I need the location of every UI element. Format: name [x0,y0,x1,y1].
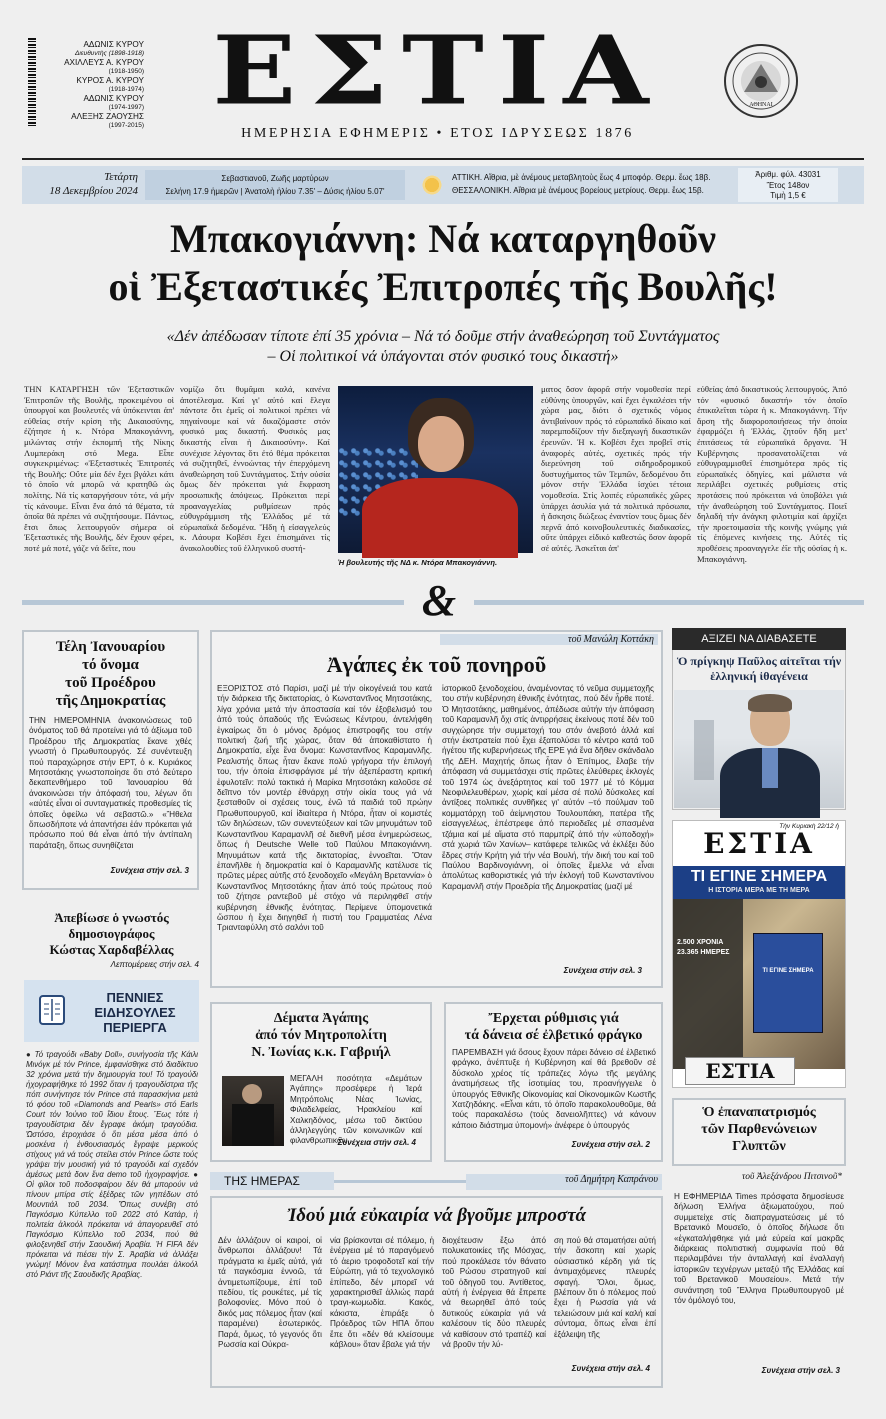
headline-line: τά δάνεια σέ ἐλβετικό φράγκο [464,1028,643,1043]
lead-col-2: νομίζω ὅτι θυμᾶμαι καλά, κανένα ἀποτέλεσμα. Καί γι' αὐτό καί ἔλεγα πάντοτε ὅτι ἐμεῖς οἱ πολιτικοί πρέπει νά πηγαίνουμε καί νά δικαζόμαστε στόν φυσικό μας δικαστή. Φυσικός μας δικαστής εἶναι ἡ Δικαιοσύνη». Καί συνέχισε λέγοντας ὅτι ἐτό θέμα πρόκειται νά συζητηθεῖ, ἐννοώντας τήν ἐπερχόμενη ἀναθεώρηση τοῦ Συντάγματος. Στήν οὐσία ὅμως δέν πρόκειται γιά ἔκφραση προσωπικῆς ἀπόψεως. Πρόκειται περί προαναγγελίας ρυθμίσεων πρός εὐθυγράμμιση τῆς Ἑλλάδος μέ τά εὐρωπαϊκά δεδομένα. Ἤδη ἡ εἰσαγγελεύς κ. Λάουρα Κοβέσι ἔχει ἐπισημάνει τίς ἀνακολουθίες τοῦ ἑλληνικοῦ συστή- [180,384,330,553]
weekday: Τετάρτη [104,171,138,183]
marbles-headline [676,1104,842,1155]
day-col-2: νία βρίσκονται σέ πόλεμο, ἡ ἐνέργεια μέ τό παραγόμενό τό ἀεριο τροφοδοτεῖ καί τήν Εὐρώπη, γιά τό τεχνολογικό ἐπίπεδο, δέν μπορεῖ νά χαρακτηρισθεῖ ἀλλιώς παρά τραγι-κωμωδία. Κακός, κάκιστα, ἐπιράξε ὁ Πρόεδρος τῶν ΗΠΑ ὅπου ἔπε ὅτι «δέν θά κλείσουμε κάβλου» ὅταν ἔβαλε γιά τήν [330,1236,434,1350]
continue-link[interactable]: Συνέχεια στήν σελ. 3 [563,966,642,975]
date-block [26,170,138,198]
headline-line: Γλυπτῶν [732,1139,786,1154]
photo-caption: Ἡ βουλευτής τῆς ΝΔ κ. Ντόρα Μπακογιάννη. [338,558,498,567]
kottakis-headline: Ἀγάπες ἐκ τοῦ πονηροῦ [326,652,547,677]
magazine-headline: ΤΙ ΕΓΙΝΕ ΣΗΜΕΡΑ [673,866,845,886]
bottom-brand: ΕΣΤΙΑ [685,1057,795,1085]
continue-link[interactable]: Συνέχεια στήν σελ. 3 [761,1366,840,1375]
saints: Σεβαστιανοῦ, Ζωῆς μαρτύρων [221,174,329,183]
day-headline: Ἰδού μιά εὐκαιρία νά βγοῦμε μπροστά [287,1205,586,1226]
magazine-subheadline: Η ΙΣΤΟΡΙΑ ΜΕΡΑ ΜΕ ΤΗ ΜΕΡΑ [673,886,845,899]
ampersand-ornament: & [421,576,457,625]
lead-headline-1: Μπακογιάννη: Νά καταργηθοῦν [170,216,716,261]
magazine-years: 2.500 ΧΡΟΝΙΑ [677,939,724,946]
gossip-title [76,990,194,1035]
seal-icon [724,44,798,118]
headline-line: ΠΕΝΝΙΕΣ [106,990,164,1005]
masthead-subtitle: ΗΜΕΡΗΣΙΑ ΕΦΗΜΕΡΙΣ • ΕΤΟΣ ΙΔΡΥΣΕΩΣ 1876 [241,126,634,141]
gossip-icon [32,990,72,1030]
founder: ΑΔΩΝΙΣ ΚΥΡΟΥ [83,94,144,103]
day-col-4: ση πού θά σταματήσει αὐτή τήν ἄσκοπη καί χωρίς οὐσιαστικό κέρδη γιά τίς ἀντιμαχόμενες πλευρές σφαγή. Ὅλοι, ὅμως, βλέπουν ὅτι ὁ πόλεμος πού ἔχει ἡ Ρωσσία γιά νά τελειώσουν μιά καί καλή καί σύντομα, ὅπως εἶναι ἐπί ἐξάλειψη τῆς [554,1236,656,1339]
day-byline: τοῦ Δημήτρη Καπράνου [466,1174,662,1190]
president-headline [28,638,193,710]
president-body: ΤΗΝ ΗΜΕΡΟΜΗΝΙΑ ἀνακοινώσεως τοῦ ὀνόματος τοῦ θά προτείνει γιά τό ἀξίωμα τοῦ Προέδρου τῆς Δημοκρατίας ἔκανε χθές γνωστή ὁ Πρωθυπουργός. Σέ συνέντευξη πού παραχώρησε στήν ΕΡΤ, ὁ κ. Κυριάκος Μητσοτάκης γνωστοποίησε ὅτι στό δεύτερο δεκαπενθήμερο τοῦ Ἰανουαρίου θά ἀνακοινώσει τήν ἀπόφασή του, λέγων ὅτι «αὐτές εἶναι οἱ συνταγματικές προθεσμίες τίς ὁποῖες ὀφείλω νά σεβαστῶ.» «Ἤθελα ὅπωσδήποτε νά ἀπαντήσει ἐάν πρόκειται γιά πρόσωπο πού θά εἶναι ἀπό τήν ἀντίπαλη παράταξη, ὅπως συνηθίζεται [29,716,192,850]
headline-line: Ὁ ἐπαναπατρισμός [702,1105,816,1120]
headline-line: ΕΙΔΗΣΟΥΛΕΣ [94,1005,176,1020]
continue-link[interactable]: Συνέχεια στήν σελ. 4 [571,1364,650,1373]
headline-line: Ν. Ἰωνίας κ.κ. Γαβριήλ [251,1045,391,1060]
kottakis-col-1: ΕΞΟΡΙΣΤΟΣ στό Παρίσι, μαζί μέ τήν οἰκογένειά του κατά τήν διάρκεια τῆς δικτατορίας, ὁ Κωνσταντῖνος Μητσοτάκης, λίγα χρόνια μετά τήν ἀποστασία καί τόν ἐξοβελισμό του ἀπό τούς ὁπαδούς τῆς Ἐνώσεως Κέντρου, ἀντελήφθη ἐγκαίρως ὅτι ὁ μόνος δρόμος ἐπιστροφῆς του στήν πολιτική ζωή τῆς χώρας, ὅταν θά ἀποκαθίστατο ἡ Δημοκρατία, εἶχε ἕνα ὄνομα: Κωνσταντῖνος Καραμανλῆς. Ρεαλιστής ὅπως ἦταν ἔκανε πολύ γρήγορα τήν ἐπιλογή του, τήν ὁποία ἐπισφράγισε μέ τήν ἀξεπέραστη κριτική ἐφυλοτεῖν: πολύ τακτικά ἡ Μαρίκα Μητσοτάκη καλοῦσε σέ δεῖπνο τόν μοντέρ ἐθνάρχη στήν οἰκία τους γιά νά ξεσταθοῦν οἱ σχέσεις τους, ἐνῶ τά παιδιά τοῦ πρώην Πρωθυπουργοῦ, καί ἰδιαίτερα ἡ Ντόρα, ἦταν οἱ κομιστές τῶν δηλώσεων, τῶν συνεντεύξεων καί τῶν μηνυμάτων τοῦ Κωνσταντῖνου Καραμανλῆ σέ διεθνῆ μέσα ἐνημερώσεως, ὅπως ἡ Deutsche Welle τοῦ Παύλου Μπακογιάννη. Μηνυμάτων κατά τῆς δικτατορίας, ἐννοεῖται. Ὅταν ἐπανῆλθε ἡ δημοκρατία καί ὁ Καραμανλῆς κατέλυσε τίς πρῶτες μέρες αὐτῆς στό ξενοδοχεῖο «Μεγάλη Βρεταννία» ὁ Κωνσταντῖνος Μητσοτάκης ἦταν ἀπό τούς πρώτους πού τοῦ ζήτησε ραντεβοῦ μέ στόχο νά περιληφθεῖ στήν κυβέρνηση ἐθνικῆς ἑνότητας. Περίμενε ὑπομονετικά ὥσπου ἡ ἔχει διηγηθεῖ ἡ πιστή του Γραμματέας Λένα Τριανταφύλλη στό σαλόνι τοῦ [217,684,432,933]
headline-line: Κώστας Χαρδαβέλλας [49,942,174,957]
moon-sun: Σελήνη 17.9 ἡμερῶν | Ἀνατολὴ ἡλίου 7.35' – Δύσις ἡλίου 5.07' [165,187,385,196]
headline-line: τῶν Παρθενώνειων [701,1122,817,1137]
continue-link[interactable]: Συνέχεια στήν σελ. 3 [110,866,189,875]
section-rule [474,600,864,605]
founder-years: Διευθυντὴς (1898-1918) [74,50,144,57]
founder: ΑΔΩΝΙΣ ΚΥΡΟΥ [83,40,144,49]
headline-line: τό ὄνομα [82,657,139,673]
issue-number: Ἀριθμ. φύλ. 43031 [755,170,821,179]
lead-subhead-1: «Δέν ἀπέδωσαν τίποτε ἐπί 35 χρόνια – Νά τό δοῦμε στήν ἀναθεώρηση τοῦ Συντάγματος [166,328,720,345]
founder-years: (1997-2015) [108,122,144,129]
issue-year: Ἔτος 148ον [766,180,810,190]
magazine-promo [672,820,846,1088]
lead-subhead-2: – Οἱ πολιτικοί νά ὑπάγονται στόν φυσικό τους δικαστή» [267,348,619,365]
weather [452,171,732,197]
headline-line: Δέματα Ἀγάπης [273,1011,369,1026]
headline-line: Ἀπεβίωσε ὁ γνωστός [54,910,169,925]
headline-line: Ἔρχεται ρύθμισις γιά [488,1011,619,1026]
founder-years: (1918-1950) [108,68,144,75]
headline-line: ΠΕΡΙΕΡΓΑ [103,1020,167,1035]
masthead-title: ΕΣΤΙΑ [212,14,663,126]
weather-thessaloniki: ΘΕΣΣΑΛΟΝΙΚΗ. Αἴθρια μὲ ἀνέμους βορείους μετρίους. Θερμ. ἔως 15β. [452,186,704,195]
prince-photo [674,690,844,808]
headline-line: τῆς Δημοκρατίας [55,693,166,709]
book-cover [753,933,823,1033]
byline: τοῦ Μανώλη Κοττάκη [440,634,658,645]
lead-headline-2: οἱ Ἐξεταστικές Ἐπιτροπές τῆς Βουλῆς! [108,264,778,309]
section-rule [22,600,404,605]
sun-icon [421,174,443,196]
obituary-headline [24,910,199,958]
masthead-rule [22,158,864,160]
headline-line: Τέλη Ἰανουαρίου [55,639,166,655]
promo-title: Ὁ πρίγκηψ Παῦλος αἰτεῖται τήν ἑλληνική ἰθαγένεια [676,654,842,683]
price: Τιμὴ 1,5 € [770,191,806,200]
lead-col-1: ΤΗΝ ΚΑΤΑΡΓΗΣΗ τῶν Ἐξεταστικῶν Ἐπιτροπῶν τῆς Βουλῆς, προκειμένου οἱ ὑπουργοί και βουλευτές νά ὑπόκεινται ἀπ' εὐθείας στήν κρίση τῆς Δικαιοσύνης, ἐζήτησε ἡ κ. Ντόρα Μπακογιάννη, μιλώντας στήν ἐκπομπή τῆς Νίκης Λυμπεράκη στό Mega. Εἶπε συγκεκριμένως: «Ἐξεταστικές Ἐπιτροπές τῆς Βουλῆς: Οὔτε μία δέν ἔχει βγάλει κάτι τό ὁποῖο νά μπορῶ νά κρατηθῶ ὡς πολίτης. Νά τίς καταργήσουν τότε, νά μήν τίς κάνουμε. Εἶναι ἕνα ἀπό τά θέματα, τά ὁποῖα θά πρέπει νά συζητήσουμε. Πάντως, ἔτσι ὅπως λειτουργοῦν σήμερα οἱ Ἐξεταστικές τῆς Βουλῆς, δέν ἔχουν φέρει, ποτέ μά ποτέ, γάζε νά δεῖτε, που [24,384,174,553]
magazine-date: Τὴν Κυριακὴ 22/12 ἡ [779,823,839,830]
lead-col-3: ματος ὅσον ἀφορᾶ στήν νομοθεσία περί εὐθύνης ὑπουργῶν, καί ἔχει ἐγκαλέσει τήν χώρα μας, διότι ὁ σχετικός νόμος ἀντιβαίνουν πρός τό εὐρωπαϊκό δίκαιο καί παρεμποδίζουν τήν διεξαγωγή δικαστικῶν ἐρευνῶν. Ἡ κ. Κοβέσι ἔχει προβεῖ στίς ἀναφορές αὐτές, σχετικές πρός τήν διερεύνηση τοῦ σιδηροδρομικοῦ δυστυχήματος τῶν Τεμπῶν, δεδομένου ὅτι μόνον στήν Ἑλλάδα ἰσχύει τέτοια νομοθεσία. Στίς λοιπές εὐρωπαϊκές χῶρες ὑπάρχει ἀσυλία γιά τά πολιτικά πρόσωπα, ἡ ἄσκησις διώξεως ἐναντίον τους ὅμως δέν περνᾶ ἀπό κοινοβουλευτικές διαδικασίες, οὔτε ὑπάρχει εἰδικό καθεστώς ὅσον ἀφορᾶ σέ αὐτές. Ἀσκεῖται ἀπ' [541,384,691,553]
magazine-title: ΕΣΤΙΑ [703,827,815,860]
continue-link[interactable]: Συνέχεια στήν σελ. 2 [571,1140,650,1149]
loans-body: ΠΑΡΕΜΒΑΣΗ γιά ὅσους ἔχουν πάρει δάνειο σέ ἐλβετικό φράγκο, ἀνέπτυξε ἡ Κυβέρνηση καί θά βρεθοῦν σέ δύσκολο χρέος τίς τράπεζες λόγω τῆς μεγάλης ἀνατιμήσεως τῆς ἰσοτιμίας του, προανήγγειλε ὁ ὑπουργός Ἐθνικῆς Οἰκονομίας καί Οἰκονομικῶν Κωστῆς Χατζηδάκης. «Εἶναι κάτι, τό ὁποῖο παρακολουθοῦμε, θά τούς παρακαλέσω (τούς δανειολῆπτες) νά κάνουν κάποιο διάστημα ὑπομονή» ἀνέφερε ὁ ὑπουργός [452,1048,656,1130]
section-rule [334,1180,466,1183]
continue-link[interactable]: Λεπτομέρειες στήν σελ. 4 [110,960,199,969]
day-col-1: Δέν ἀλλάζουν οἱ καιροί, οἱ ἄνθρωποι ἀλλάζουν! Τά πράγματα κι ἐμεῖς αὐτά, γιά τά παγκόσμια ἐννοῶ, τά ἀντιμετωπίζουμε, ἐπί τοῦ πεδίου, τίς ρουκέτες, μέ τίς βολοφονίες. Μόνο πού ὁ δικός μας πόλεμος ἦταν (καί παραμένει) ἐσωτερικός. Παρά, ὅμως, τό γεγονός ὅτι Ρωσσία καί Οὐκρα- [218,1236,322,1350]
marbles-body: Η ΕΦΗΜΕΡΙΔΑ Times πρόσφατα δημοσίευσε δήλωση Ἑλλήνα ἀξιωματούχου, πού συμμετείχε στίς διαπραγματεύσεις μέ τό Βρετανικό Μουσεῖο, ὁ ὁποῖος δήλωσε ὅτι «ἐγκαταλήφθηκε γιά μιά εὐρεία καί μακρᾶς διάρκειας πολιτιστική συμφωνία πού θά περιλαμβάνει τήν ἀνταλλαγή καί ἐναλλαγή ἱστορικῶν τεχνέργων μεταξύ τῆς Ἑλλάδας καί τοῦ Βρετανικοῦ Μουσείου». Μετά τήν συνάντηση τοῦ Ἕλληνα Πρωθυπουργοῦ μέ τόν ὁμόλογό του, [674,1192,844,1306]
day-col-3: διοχέτευσιν ἔξω ἀπό πολυκατοικίες τῆς Μόσχας, πού προκάλεσε τόν θάνατο τοῦ Ρώσου στρατηγοῦ καί τοῦ ὁδηγοῦ του. Ἀντίθετος, αὐτή ἡ ἐνέργεια θά ἔπρεπε νά θεωρηθεῖ ἀπό τούς δυτικούς εὐκαιρία γιά νά καλέσουν τίς δύο πλευρές νά καθίσουν στό τραπέζι καί νά βροῦν τήν λύ- [442,1236,546,1350]
headline-line: δημοσιογράφος [68,926,155,941]
kottakis-col-2: ἱστορικοῦ ξενοδοχείου, ἀναμένοντας τό νεῦμα συμμετοχῆς του στήν κυβέρνηση ἐθνικῆς ἑνότητας, πού δέν ἦρθε ποτέ. Ὁ Μητσοτάκης, μαθημένος, ἀπέδωσε αὐτήν τήν ἀπόφαση τοῦ Καραμανλῆ ὄχι στίς ἀντιρρήσεις ἐκείνους ποτέ δέν τοῦ συγχώρησε τήν συμμετοχή του στόν ἀνεβοτό ἀλλά καί στήν ἐκστρατεία πού ἔχει ἐξαπολύσει τό κέντρο κατά τοῦ ἡγέτου τῆς κυβερνήσεως τῆς ΕΡΕ γιά ἕνα δῆθεν σκάνδαλο τῆς ΔΕΗ. Μαχητής ὅπως ἦταν ὁ Ἐπίτιμος, ἔλαβε τήν ἀπόφαση νά συμμετάσχει στίς πρῶτες ἐλεύθερες ἐκλογές τοῦ 1974 ὡς ἀνεξάρτητος καί τοῦ 1977 μέ τό Κόμμα Νεοφιλελευθέρων, χωρίς καί μέσα σέ πολύ δύσκολες καί ἀντίξοες πολιτικές συνθῆκες γι' αὐτόν –τό πούλμαν τοῦ κομματάρχη τοῦ ἀείμνηστου Τουλουπάκη, πατέρα τῆς εἰσαγγελέως, ἐπέστρεφε ἀπό περιοδεῖες μέ σπασμένα τζάμια καί μέ αἵματα στό παρμπρίζ ἀπό τήν «ὑποδοχή» στά χωριά τῶν Χανίων– κατάφερε τελικῶς νά ἐκλέξει δύο ἕδρες στήν Κρήτη γιά τήν νέα Βουλή, τήν δική του καί τοῦ Παύλου Βαρδινογιάννη, οἱ ὁποῖες ἔμελλε νά εἶναι ἀπολύτως καθοριστικές γιά τήν ἐκλογή τοῦ Κωνσταντίνου Καραμανλῆ στήν Προεδρία τῆς Δημοκρατίας (μαζί μέ [442,684,654,891]
issue-block [738,168,838,202]
loans-headline [448,1010,659,1044]
founder: ΑΛΕΞΗΣ ΖΑΟΥΣΗΣ [71,112,144,121]
day-section-label: ΤΗΣ ΗΜΕΡΑΣ [210,1172,334,1190]
date: 18 Δεκεμβρίου 2024 [49,185,138,197]
headline-line: ἀπό τόν Μητροπολίτη [255,1028,387,1043]
weather-attica: ΑΤΤΙΚΗ. Αἴθρια, μὲ ἀνέμους μεταβλητοὺς ἔως 4 μποφόρ. Θερμ. ἔως 18β. [452,173,711,182]
church-body: ΜΕΓΑΛΗ ποσότητα «Δεμάτων Ἀγάπης» προσέφερε ἡ Ἱερά Μητρόπολις Νέας Ἰωνίας, Φιλαδελφείας, Ἡρακλείου καί Χαλκηδόνος, μέσω τοῦ δικτύου ἀλληλεγγύης τῶν κοινωνικῶν καί φιλανθρωπικῶν [290,1074,422,1146]
church-photo [222,1076,284,1146]
gossip-body: ● Τό τραγούδι «Baby Doll», συνήγοσία τῆς Κάιλι Μινόγκ μέ τόν Prince, ἐμφανίσθηκε στό διαδίκτυο 32 χρόνια μετά τήν δημιουργία του! Τό τραγούδι ἠχογραφήθηκε τό 1992 ὅταν ἡ τραγουδίστρια τῆς πόπ συνήντησε τόν Prince στά παρασκήνια μετά τό φόου τοῦ «Diamonds and Pearls» στό Earls Court τόν Ἰούνιο τοῦ ἴδιου ἔτους. Ἔως τότε ἡ τραγουδίστρια δέν ἔγραφε ἀκόμη τραγούδια. Ὡστόσο, ἐτροχιάσε ὁ ὅτι μέσα μέσα ἀπό ὁ μοσκένα ἡ ἐνθουσιασμός ἔγραψε μερικούς στίχους γιά νά τούς στείλει στόν Prince ὥστε τούς γράψει τήν μουσική γιά τό τραγούδι καί σχεδόν ἀμέσως μετά δοιν ἔνα demo τοῦ ἠχογραφήσε. ● Οἱ φίλοι τοῦ ποδοσφαίρου δέν θά μπορούν νά πίνουν μπίρα στίς ἐξέδρες τῶν γηπέδων στό Μουντιάλ τοῦ 2034. Ὅπως συνέβη στό Παγκόσμιο Κύπελλο τοῦ 2022 στό Κατάρ, ἡ πολιτεία ἀλκοόλ πρόκειται νά ἀπαγορευθεῖ στό Παγκόσμιο Κύπελλο τοῦ 2034, πού θά φιλοξενηθεῖ στήν Σαουδική Ἀραβία. Ἡ FIFA δέν πρόκειται νά πιέσει τήν Σ. Ἀραβία νά ἀλλάξει γνώμη! Μόνον ἕνα κατάστημα πουλάει ἀλκοόλ στό Ριάντ τῆς Σαουδικῆς Ἀραβίας. [26,1050,198,1279]
continue-link[interactable]: Συνέχεια στήν σελ. 4 [337,1138,416,1147]
magazine-days: 23.365 ΗΜΕΡΕΣ [677,949,730,956]
saints-moon [145,170,405,200]
founders-list [34,40,144,130]
marbles-byline: τοῦ Ἀλεξάνδρου Πιτσινοῦ* [741,1172,842,1182]
lead-col-4: εὐθείας ἀπό δικαστικούς λειτουργούς. Ἀπό τόν «φυσικό δικαστή» τόν ὁποῖο ἐπικαλεῖται τώρα ἡ κ. Μπακογιάννη. Τήν ἄρση τῆς διαφοροποιήσεως τήν ὁποία ἐφαρμόζει ἡ Ἑλλάς, ζητοῦν ἤδη μετ' ἐπιτάσεως τά εὐρωπαϊκά ὄργανα. Ἡ Κυβέρνησις προσανατολίζεται νά εὐθυγραμμισθεῖ ἐπισημότερα πρός τίς εὐρωπαϊκές ὁδηγίες, καί μάλιστα νά περιλάβει σχετικές ρυθμίσεις στίς προτάσεις πού πρόκειται νά ὑποβάλει γιά τήν ἀναθεώρηση τοῦ Συντάγματος. Ποιεῖ δηλαδή τήν ἀνάγκη φιλοτιμία καί ἀρχίζει τήν προετοιμασία τῆς κοινῆς γνώμης γιά τίς ἐπόμενες κινήσεις της. Αὐτές τίς προθέσεις προαναγγελε ἐῖε τῆς οὐσίας ἡ κ. Μπακογιάννη. [697,384,847,564]
bakoyanni-photo [338,386,533,553]
founder: ΑΧΙΛΛΕΥΣ Α. ΚΥΡΟΥ [64,58,144,67]
church-headline [214,1010,428,1061]
founder: ΚΥΡΟΣ Α. ΚΥΡΟΥ [76,76,144,85]
seal-text: ΑΘΗΝΑΙ [749,102,773,108]
founder-years: (1974-1997) [108,104,144,111]
book-title: ΤΙ ΕΓΙΝΕ ΣΗΜΕΡΑ [762,968,814,974]
founder-years: (1918-1974) [108,86,144,93]
headline-line: τοῦ Προέδρου [65,675,156,691]
promo-header: ΑΞΙΖΕΙ ΝΑ ΔΙΑΒΑΣΕΤΕ [672,628,846,650]
